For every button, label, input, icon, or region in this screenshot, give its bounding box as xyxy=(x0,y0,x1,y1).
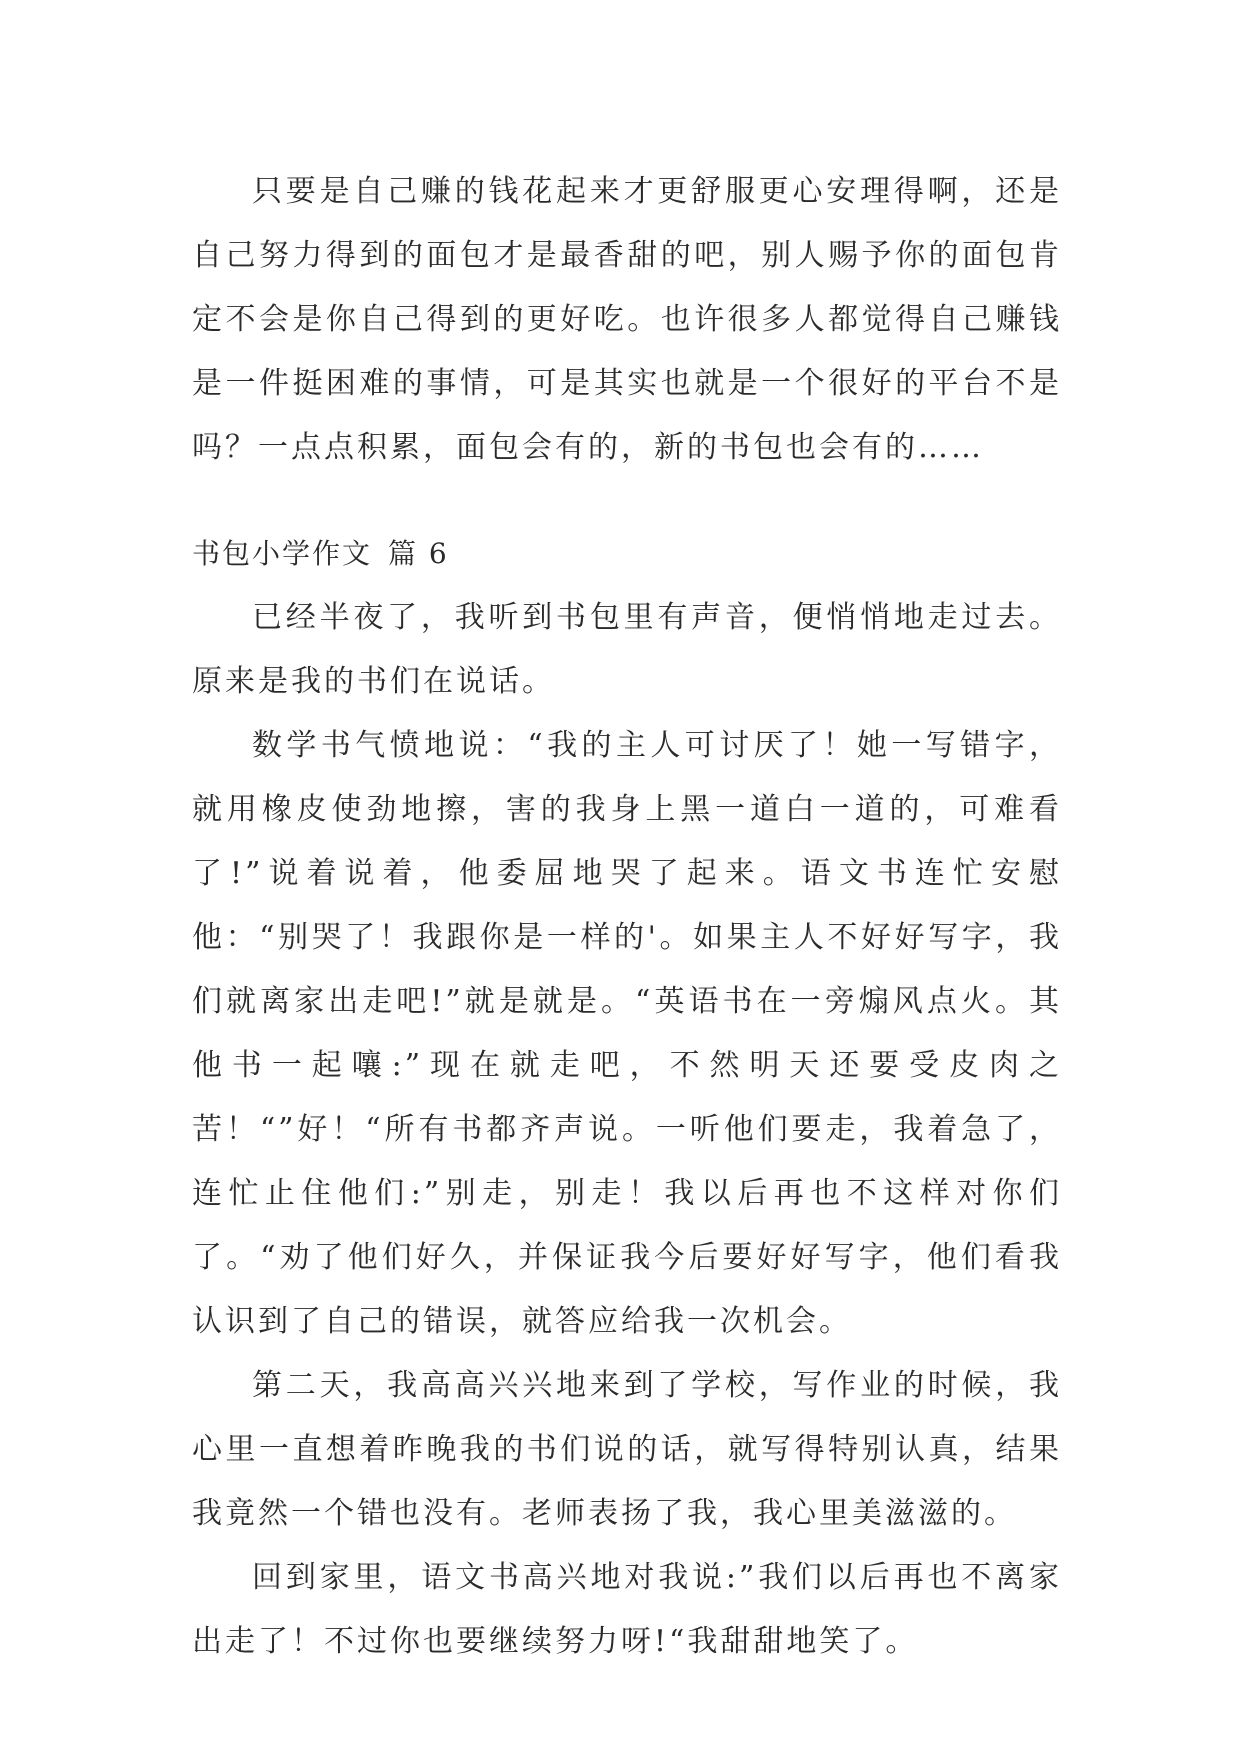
document-body xyxy=(192,160,1062,1674)
section-heading xyxy=(192,522,1062,586)
section-title: 书包小学作文 xyxy=(192,537,373,570)
intro-paragraph: 只要是自己赚的钱花起来才更舒服更心安理得啊，还是自己努力得到的面包才是最香甜的吧，别人赐予你的面包肯定不会是你自己得到的更好吃。也许很多人都觉得自己赚钱是一件挺困难的事情，可是其实也就是一个很好的平台不是吗？一点点积累，面包会有的，新的书包也会有的…… xyxy=(192,174,1062,465)
section-number: 篇 6 xyxy=(388,537,449,570)
body-paragraph: 数学书气愤地说：“我的主人可讨厌了！她一写错字，就用橡皮使劲地擦，害的我身上黑一道白一道的，可难看了!”说着说着，他委屈地哭了起来。语文书连忙安慰他：“别哭了！我跟你是一样的'。如果主人不好好写字，我们就离家出走吧!”就是就是。“英语书在一旁煽风点火。其他书一起嚷:”现在就走吧，不然明天还要受皮肉之苦！“”好！“所有书都齐声说。一听他们要走，我着急了，连忙止住他们:”别走，别走！我以后再也不这样对你们了。“劝了他们好久，并保证我今后要好好写字，他们看我认识到了自己的错误，就答应给我一次机会。 xyxy=(192,728,1062,1339)
body-paragraph: 已经半夜了，我听到书包里有声音，便悄悄地走过去。原来是我的书们在说话。 xyxy=(192,600,1062,699)
body-paragraph: 回到家里，语文书高兴地对我说:”我们以后再也不离家出走了！不过你也要继续努力呀!“我甜甜地笑了。 xyxy=(192,1560,1062,1659)
body-paragraph: 第二天，我高高兴兴地来到了学校，写作业的时候，我心里一直想着昨晚我的书们说的话，就写得特别认真，结果我竟然一个错也没有。老师表扬了我，我心里美滋滋的。 xyxy=(192,1368,1062,1531)
